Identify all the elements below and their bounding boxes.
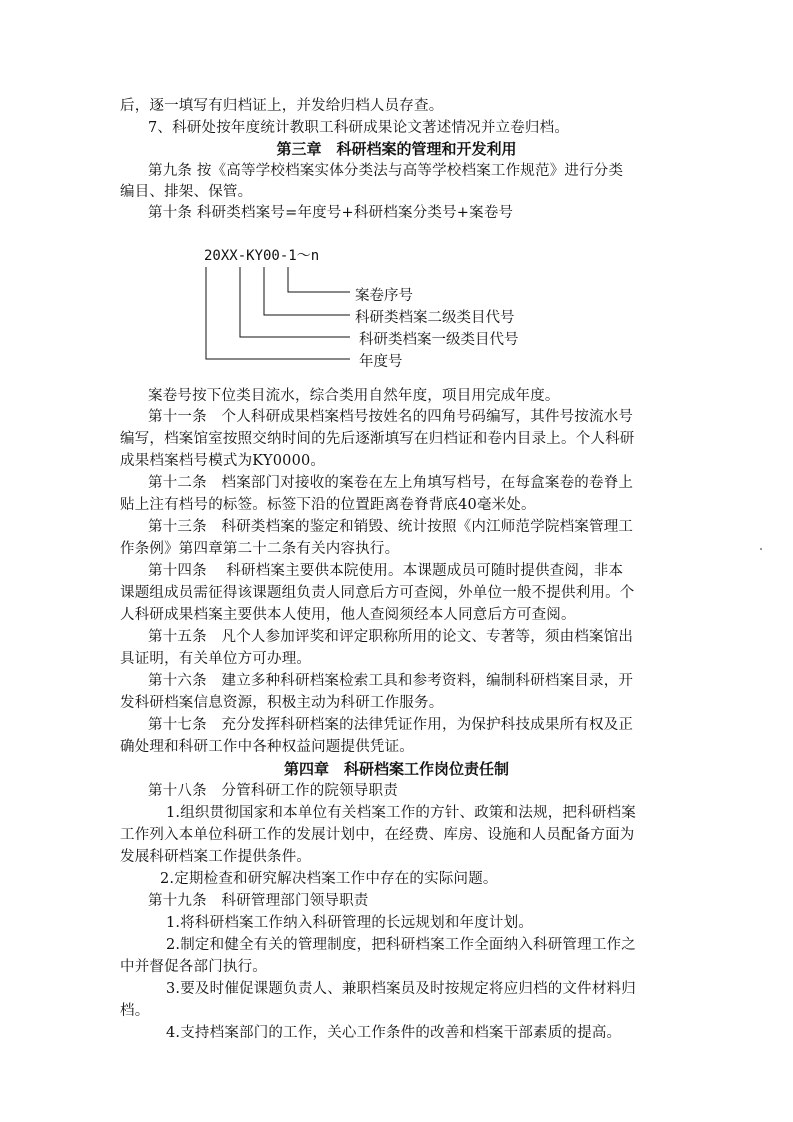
paragraph-line: 第十条 科研类档案号=年度号+科研档案分类号+案卷号 bbox=[148, 205, 514, 221]
paragraph-line: 第十八条 分管科研工作的院领导职责 bbox=[148, 783, 398, 799]
paragraph-line: 发展科研档案工作提供条件。 bbox=[120, 849, 312, 865]
paragraph-line: 第十一条 个人科研成果档案档号按姓名的四角号码编写，其件号按流水号 bbox=[148, 409, 634, 425]
diagram-label-volume-seq: 案卷序号 bbox=[355, 288, 413, 304]
paragraph-line: 第十三条 科研类档案的鉴定和销毁、统计按照《内江师范学院档案管理工 bbox=[148, 519, 634, 535]
paragraph-line: 作条例》第四章第二十二条有关内容执行。 bbox=[120, 541, 400, 557]
paragraph-line: 2.定期检查和研究解决档案工作中存在的实际问题。 bbox=[160, 871, 498, 887]
paragraph-line: 3.要及时催促课题负责人、兼职档案员及时按规定将应归档的文件材料归 bbox=[166, 981, 636, 997]
paragraph-line: 编写，档案馆室按照交纳时间的先后逐渐填写在归档证和卷内目录上。个人科研 bbox=[120, 431, 635, 447]
paragraph-line: 2.制定和健全有关的管理制度，把科研档案工作全面纳入科研管理工作之 bbox=[166, 937, 636, 953]
scan-speck bbox=[760, 548, 762, 550]
archive-code: 20XX-KY00-1～n bbox=[204, 248, 320, 264]
chapter-4-heading: 第四章 科研档案工作岗位责任制 bbox=[283, 760, 509, 778]
paragraph-line: 第十四条 科研档案主要供本院使用。本课题成员可随时提供查阅，非本 bbox=[148, 563, 624, 579]
paragraph-line: 具证明，有关单位方可办理。 bbox=[120, 651, 312, 667]
diagram-label-primary-code: 科研类档案一级类目代号 bbox=[359, 332, 519, 348]
paragraph-line: 档。 bbox=[120, 1003, 150, 1019]
paragraph-line: 4.支持档案部门的工作，关心工作条件的改善和档案干部素质的提高。 bbox=[166, 1025, 622, 1041]
paragraph-line: 工作列入本单位科研工作的发展计划中，在经费、库房、设施和人员配备方面为 bbox=[120, 827, 635, 843]
paragraph-line: 1.将科研档案工作纳入科研管理的长远规划和年度计划。 bbox=[166, 915, 534, 931]
paragraph-line: 确处理和科研工作中各种权益问题提供凭证。 bbox=[120, 739, 414, 755]
paragraph-line: 案卷号按下位类目流水，综合类用自然年度，项目用完成年度。 bbox=[148, 388, 560, 404]
archive-number-diagram bbox=[170, 240, 590, 370]
diagram-label-year: 年度号 bbox=[359, 354, 403, 370]
paragraph-line: 后，逐一填写有归档证上，并发给归档人员存查。 bbox=[120, 98, 444, 114]
paragraph-line: 1.组织贯彻国家和本单位有关档案工作的方针、政策和法规，把科研档案 bbox=[166, 805, 636, 821]
paragraph-line: 第九条 按《高等学校档案实体分类法与高等学校档案工作规范》进行分类 bbox=[148, 163, 624, 179]
paragraph-line: 课题组成员需征得该课题组负责人同意后方可查阅，外单位一般不提供利用。个 bbox=[120, 585, 635, 601]
paragraph-line: 第十五条 凡个人参加评奖和评定职称所用的论文、专著等，须由档案馆出 bbox=[148, 629, 634, 645]
paragraph-line: 第十二条 档案部门对接收的案卷在左上角填写档号，在每盒案卷的卷脊上 bbox=[148, 475, 634, 491]
diagram-label-secondary-code: 科研类档案二级类目代号 bbox=[355, 310, 515, 326]
paragraph-line: 编目、排架、保管。 bbox=[120, 184, 253, 200]
paragraph-line: 贴上注有档号的标签。标签下沿的位置距离卷脊背底40毫米处。 bbox=[120, 497, 536, 513]
paragraph-line: 第十九条 科研管理部门领导职责 bbox=[148, 893, 369, 909]
paragraph-line: 第十六条 建立多种科研档案检索工具和参考资料，编制科研档案目录，开 bbox=[148, 673, 634, 689]
paragraph-line: 第十七条 充分发挥科研档案的法律凭证作用，为保护科技成果所有权及正 bbox=[148, 717, 634, 733]
paragraph-line: 成果档案档号模式为KY0000。 bbox=[120, 453, 326, 469]
paragraph-line: 发科研档案信息资源，积极主动为科研工作服务。 bbox=[120, 695, 444, 711]
paragraph-line: 人科研成果档案主要供本人使用，他人查阅须经本人同意后方可查阅。 bbox=[120, 607, 576, 623]
paragraph-line: 中并督促各部门执行。 bbox=[120, 959, 267, 975]
chapter-3-heading: 第三章 科研档案的管理和开发利用 bbox=[276, 140, 517, 158]
paragraph-line: 7、科研处按年度统计教职工科研成果论文著述情况并立卷归档。 bbox=[148, 120, 570, 136]
